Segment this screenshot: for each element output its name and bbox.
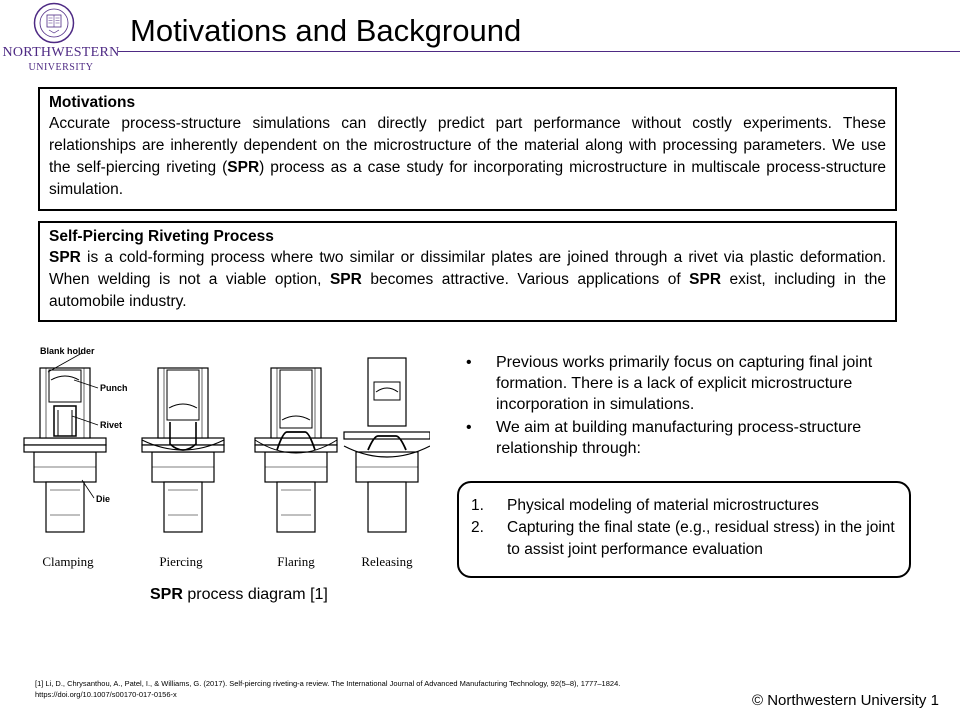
page-title: Motivations and Background [130,13,522,48]
label-punch: Punch [100,383,128,393]
motivations-spr-bold: SPR [227,159,260,176]
reference-citation [35,678,815,700]
stage-label-flaring: Flaring [277,554,315,569]
bullet-item: • We aim at building manufacturing process-structure relationship through: [466,417,906,459]
aims-box [457,481,911,578]
university-seal [33,2,75,44]
stage-piercing-drawing [142,368,224,532]
numbered-item [471,517,895,561]
spr-text-part: exist, including in the automobile industry. [49,271,886,310]
stage-label-clamping: Clamping [42,554,94,569]
footer [752,692,939,709]
motivations-box [38,87,897,211]
spr-bold: SPR [49,249,81,266]
label-die: Die [96,494,111,504]
item-number: 1. [471,497,484,514]
footer-copyright: © Northwestern University [752,692,927,709]
reference-doi: https://doi.org/10.1007/s00170-017-0156-x [35,690,177,699]
reference-line: [1] Li, D., Chrysanthou, A., Patel, I., & Williams, G. (2017). Self-piercing riveting-a review. The International Journal of Advanced Manufacturing Technology, 92(5–8), 1777–1824. [35,679,621,688]
caption-bold: SPR [150,586,183,603]
item-text: Capturing the final state (e.g., residual stress) in the joint to assist joint performance evaluation [507,519,895,558]
stage-label-piercing: Piercing [159,554,203,569]
stage-label-releasing: Releasing [361,554,413,569]
page-number: 1 [930,692,939,709]
label-blank-holder: Blank holder [40,346,95,356]
item-number: 2. [471,519,484,536]
spr-bold: SPR [329,271,362,288]
motivations-text-part: Accurate process-structure simulations can directly predict part performance without costly experiments. These relationships are inherently dependent on the microstructure of the material along with processing parameters. We use the self-piercing riveting ( [49,115,886,176]
bullet-list [466,352,906,461]
motivations-text-part: ) process as a case study for incorporating microstructure in multiscale process-structure simulation. [49,159,886,198]
spr-process-text [49,247,886,313]
spr-text-part: becomes attractive. Various applications of [361,271,690,288]
stage-releasing-drawing [344,358,430,532]
university-name: NORTHWESTERN [2,45,120,60]
title-divider [118,51,960,52]
university-subname: UNIVERSITY [28,62,94,73]
numbered-item [471,495,895,517]
spr-text-part: is a cold-forming process where two similar or dissimilar plates are joined through a rivet via plastic deformation. When welding is not a viable option, [49,249,886,288]
spr-process-heading: Self-Piercing Riveting Process [49,228,274,245]
motivations-text [49,113,886,201]
spr-process-box [38,221,897,322]
label-rivet: Rivet [100,420,123,430]
bullet-item: • Previous works primarily focus on capturing final joint formation. There is a lack of explicit microstructure incorporation in simulations. [466,352,906,415]
spr-bold: SPR [689,271,722,288]
diagram-caption [150,586,328,604]
spr-process-diagram [20,340,430,580]
item-text: Physical modeling of material microstructures [507,497,819,514]
motivations-heading: Motivations [49,94,136,111]
stage-clamping-drawing [24,368,106,532]
stage-flaring-drawing [255,368,337,532]
caption-text: process diagram [1] [182,586,328,603]
